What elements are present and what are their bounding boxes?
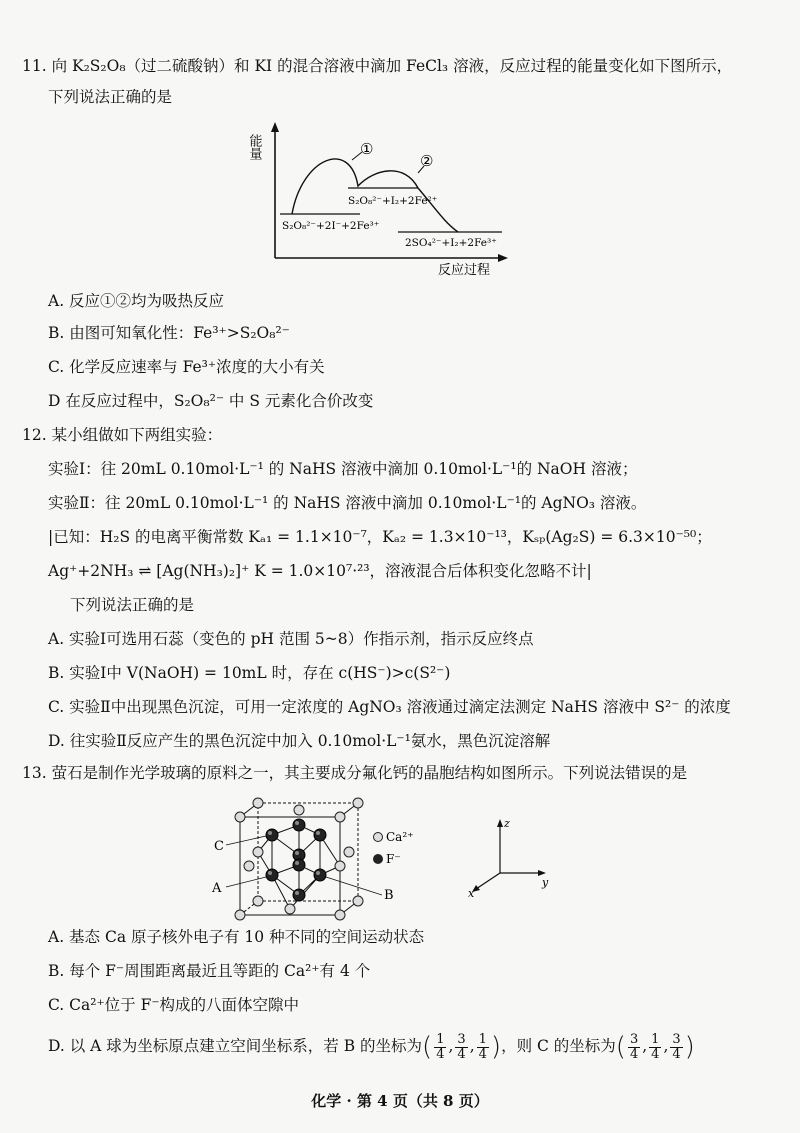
q13-option-d-text: D. 以 A 球为坐标原点建立空间坐标系，若 B 的坐标为 — [48, 1037, 423, 1055]
crystal-structure-diagram — [200, 795, 440, 925]
label-b: B — [384, 888, 394, 903]
coord-b-y: $\frac{3}{4}$ — [457, 1031, 466, 1062]
q13-option-d: D. 以 A 球为坐标原点建立空间坐标系，若 B 的坐标为( $\frac{1}{4}$ , $\frac{3}{4}$ , $\frac{1}{4}$ )，则 C 的坐标为( $\frac{3}{4}$ , $\frac{1}{4}$ , $\frac{3}{4}$ ) — [48, 1031, 695, 1062]
q12-option-a: A. 实验Ⅰ可选用石蕊（变色的 pH 范围 5~8）作指示剂，指示反应终点 — [48, 630, 534, 648]
q11-option-d: D 在反应过程中，S₂O₈²⁻ 中 S 元素化合价改变 — [48, 392, 374, 410]
energy-diagram — [240, 118, 520, 278]
q11-option-b: B. 由图可知氧化性：Fe³⁺>S₂O₈²⁻ — [48, 324, 290, 342]
axis-x-label: x — [468, 887, 475, 900]
reactants-label: S₂O₈²⁻+2I⁻+2Fe³⁺ — [282, 220, 380, 232]
q11-stem-cont: 下列说法正确的是 — [48, 88, 173, 106]
q13-option-b: B. 每个 F⁻周围距离最近且等距的 Ca²⁺有 4 个 — [48, 962, 371, 980]
label-a: A — [212, 881, 222, 896]
q13-option-c: C. Ca²⁺位于 F⁻构成的八面体空隙中 — [48, 996, 300, 1014]
legend-f: F⁻ — [386, 852, 401, 866]
coord-c-z: $\frac{3}{4}$ — [672, 1031, 681, 1062]
q11-option-a: A. 反应①②均为吸热反应 — [48, 292, 225, 310]
products-label: 2SO₄²⁻+I₂+2Fe³⁺ — [405, 237, 497, 249]
coord-c-y: $\frac{1}{4}$ — [651, 1031, 660, 1062]
q11-option-c: C. 化学反应速率与 Fe³⁺浓度的大小有关 — [48, 358, 325, 376]
label-c: C — [214, 839, 224, 854]
q12-stem: 12. 某小组做如下两组实验： — [22, 426, 223, 444]
intermediate-label: S₂O₈²⁻+I₂+2Fe²⁺ — [348, 195, 438, 207]
q12-known-1: |已知：H₂S 的电离平衡常数 Kₐ₁ = 1.1×10⁻⁷，Kₐ₂ = 1.3×10⁻¹³，Kₛₚ(Ag₂S) = 6.3×10⁻⁵⁰； — [48, 528, 712, 546]
q12-option-d: D. 往实验Ⅱ反应产生的黑色沉淀中加入 0.10mol·L⁻¹氨水，黑色沉淀溶解 — [48, 732, 551, 750]
q13-stem: 13. 萤石是制作光学玻璃的原料之一，其主要成分氟化钙的晶胞结构如图所示。下列说法错误的是 — [22, 764, 688, 782]
coord-c-x: $\frac{3}{4}$ — [629, 1031, 639, 1062]
axis-z-label: z — [504, 817, 510, 830]
page-footer: 化学 · 第 4 页（共 8 页） — [311, 1092, 489, 1110]
q12-experiment-1: 实验Ⅰ：往 20mL 0.10mol·L⁻¹ 的 NaHS 溶液中滴加 0.10mol·L⁻¹的 NaOH 溶液； — [48, 460, 638, 478]
legend-ca: Ca²⁺ — [386, 830, 414, 844]
axis-y-label: y — [542, 876, 549, 889]
coord-b-x: $\frac{1}{4}$ — [436, 1031, 445, 1062]
q11-stem: 11. 向 K₂S₂O₈（过二硫酸钠）和 KI 的混合溶液中滴加 FeCl₃ 溶液，反应过程的能量变化如下图所示， — [22, 57, 733, 75]
q12-question: 下列说法正确的是 — [70, 596, 195, 614]
coord-b-z: $\frac{1}{4}$ — [478, 1031, 487, 1062]
q13-option-d-mid: ，则 C 的坐标为 — [501, 1037, 616, 1055]
peak-2-label: ② — [420, 152, 434, 170]
q12-option-c: C. 实验Ⅱ中出现黑色沉淀，可用一定浓度的 AgNO₃ 溶液通过滴定法测定 NaHS 溶液中 S²⁻ 的浓度 — [48, 698, 731, 716]
q12-experiment-2: 实验Ⅱ：往 20mL 0.10mol·L⁻¹ 的 NaHS 溶液中滴加 0.10mol·L⁻¹的 AgNO₃ 溶液。 — [48, 494, 647, 512]
x-axis-label: 反应过程 — [438, 263, 491, 278]
y-axis-label: 能量 — [246, 134, 262, 160]
peak-1-label: ① — [360, 140, 374, 158]
coordinate-axes — [462, 815, 562, 900]
q13-option-a: A. 基态 Ca 原子核外电子有 10 种不同的空间运动状态 — [48, 928, 425, 946]
q12-option-b: B. 实验Ⅰ中 V(NaOH) = 10mL 时，存在 c(HS⁻)>c(S²⁻) — [48, 664, 451, 682]
q12-known-2: Ag⁺+2NH₃ ⇌ [Ag(NH₃)₂]⁺ K = 1.0×10⁷·²³，溶液混合后体积变化忽略不计| — [48, 562, 592, 580]
